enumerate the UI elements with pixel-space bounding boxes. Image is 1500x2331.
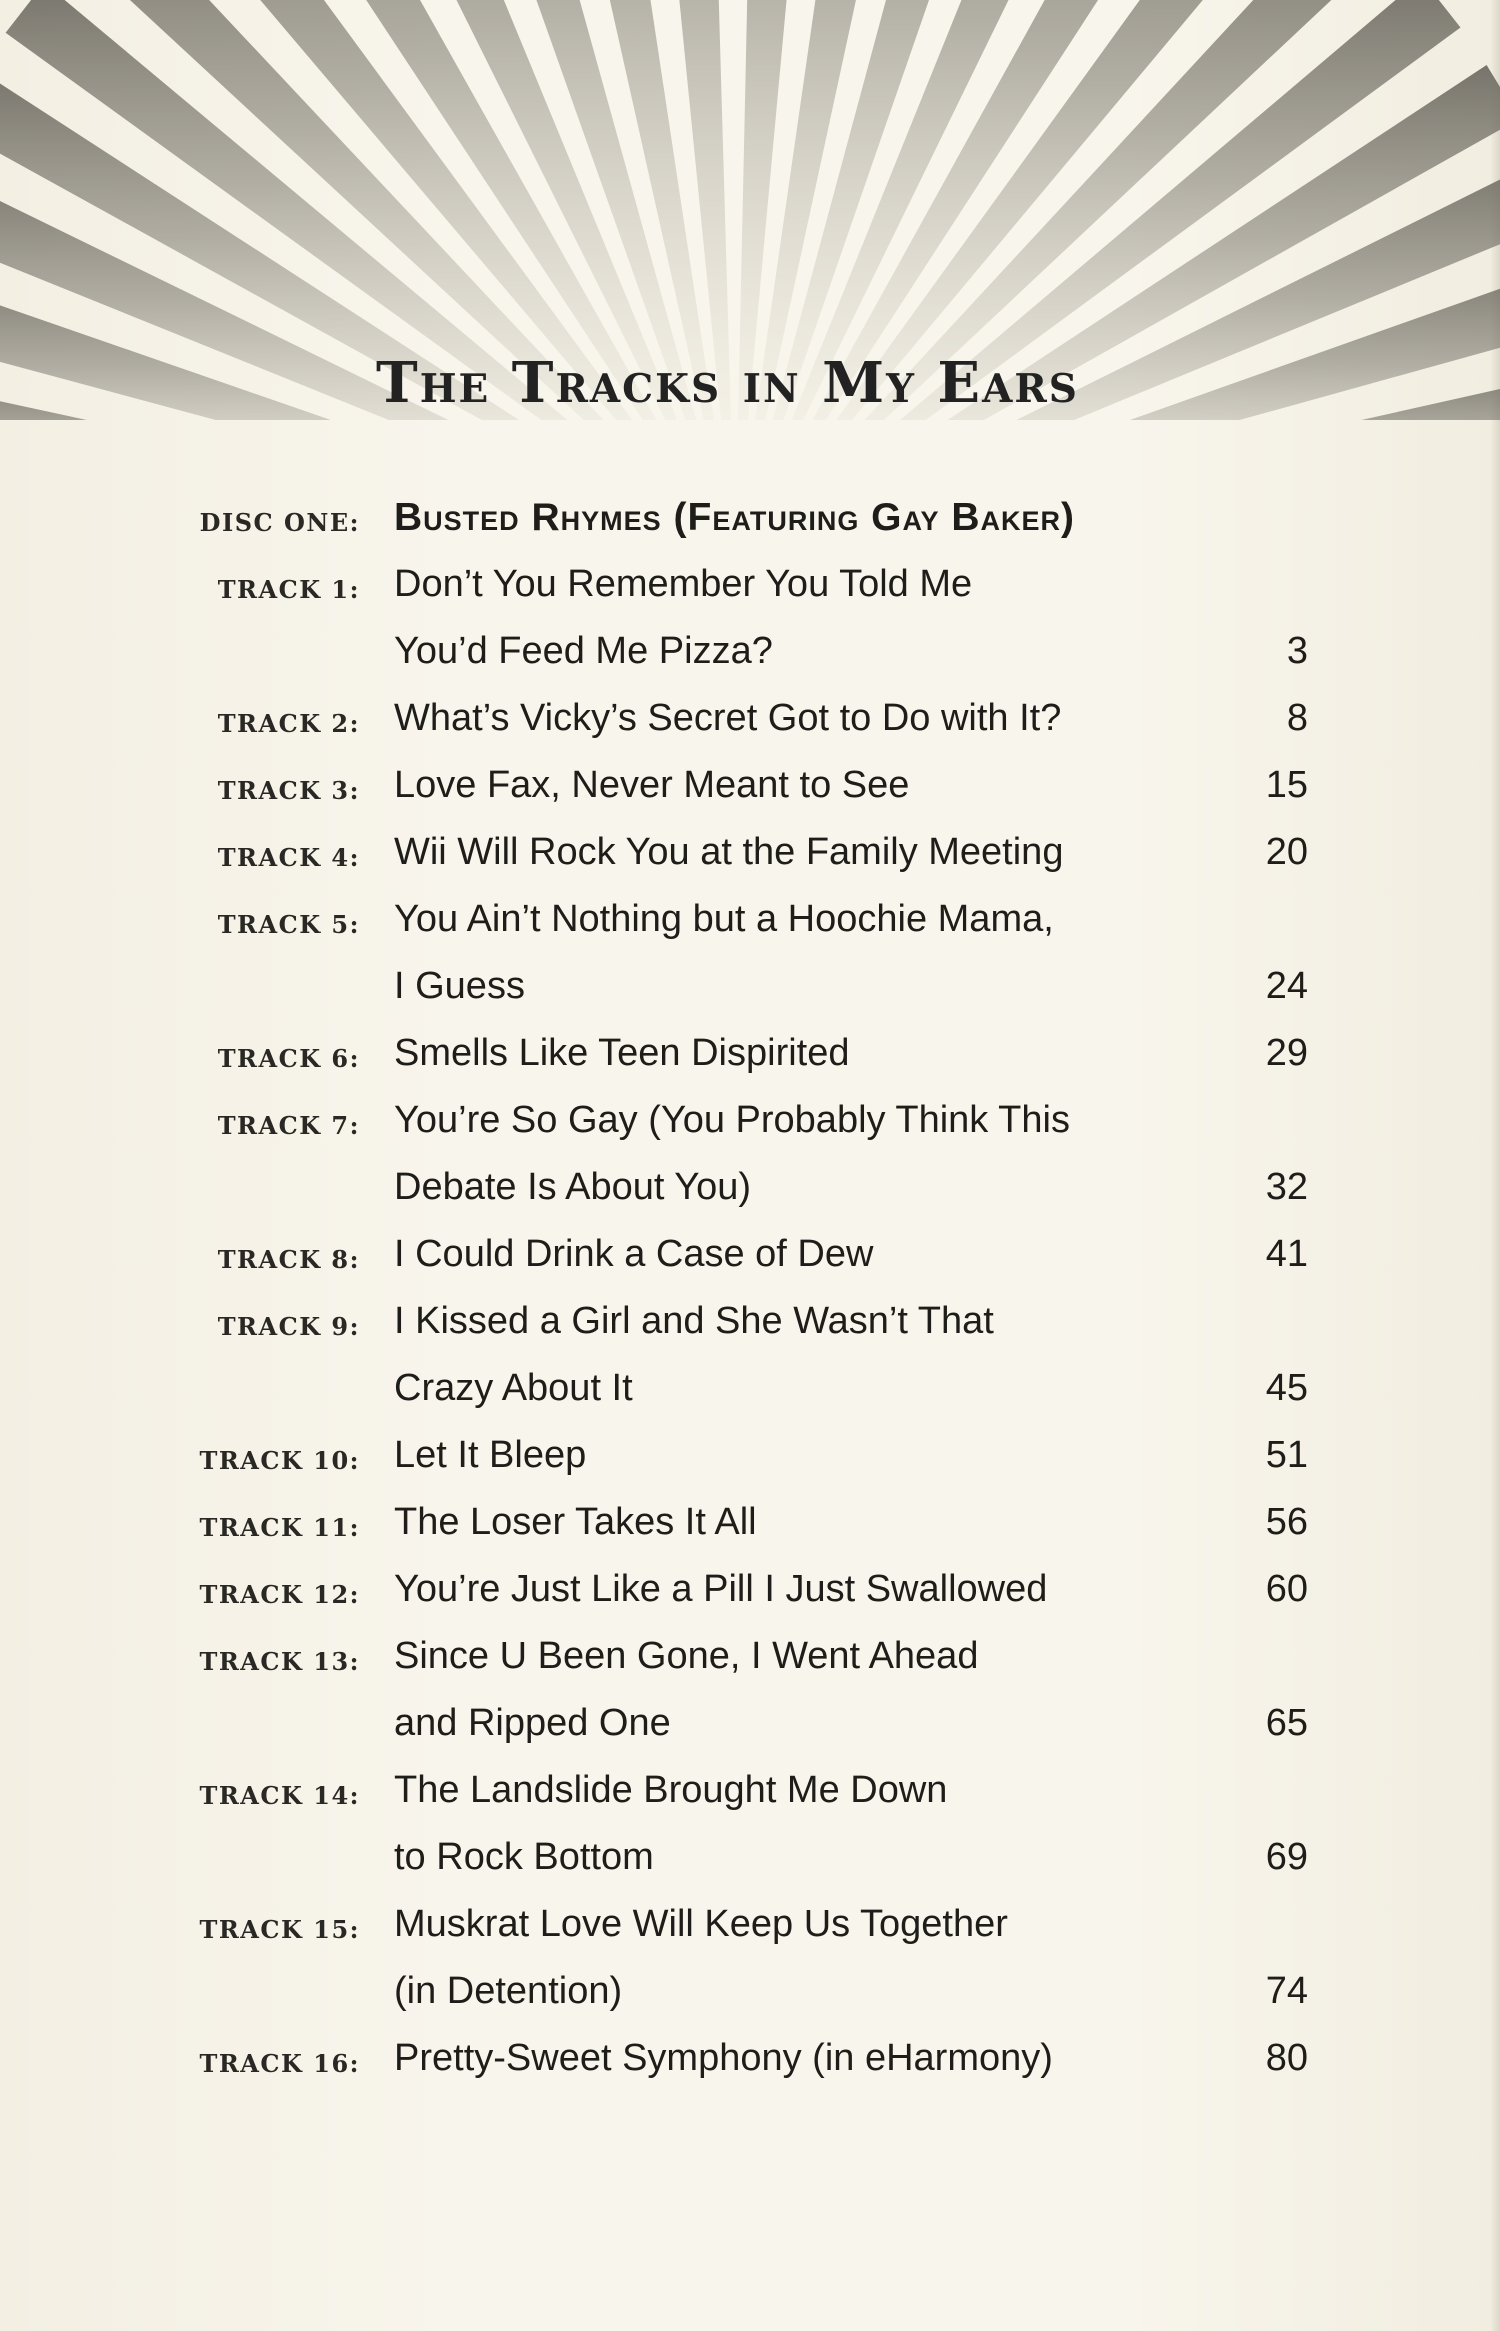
page-edge-shadow <box>1490 0 1500 2331</box>
track-row <box>0 2035 1500 2102</box>
track-title-line: You Ain’t Nothing but a Hoochie Mama, <box>394 898 1054 940</box>
track-title-line: You’re So Gay (You Probably Think This <box>394 1099 1070 1141</box>
track-row <box>0 1566 1500 1633</box>
track-title-line: I Guess <box>394 965 525 1007</box>
track-title-line: (in Detention) <box>394 1970 623 2012</box>
page-number: 69 <box>1265 1836 1308 1878</box>
track-row <box>0 1432 1500 1499</box>
track-row-continuation <box>0 1365 1500 1432</box>
page-number: 15 <box>1265 764 1308 806</box>
track-title-line: I Could Drink a Case of Dew <box>394 1233 874 1275</box>
track-label: TRACK 7: <box>217 1111 360 1140</box>
track-label: TRACK 13: <box>199 1647 360 1676</box>
track-row <box>0 1901 1500 1968</box>
track-title-line: Since U Been Gone, I Went Ahead <box>394 1635 979 1677</box>
track-title-line: Don’t You Remember You Told Me <box>394 563 973 605</box>
track-label: TRACK 16: <box>199 2049 360 2078</box>
track-row <box>0 561 1500 628</box>
track-row <box>0 762 1500 829</box>
track-row <box>0 896 1500 963</box>
track-row-continuation <box>0 1968 1500 2035</box>
track-label: TRACK 3: <box>217 776 360 805</box>
track-label: TRACK 10: <box>199 1446 360 1475</box>
track-title-line: Pretty-Sweet Symphony (in eHarmony) <box>394 2037 1053 2079</box>
track-row <box>0 829 1500 896</box>
track-title-line: What’s Vicky’s Secret Got to Do with It? <box>394 697 1062 739</box>
track-title-line: and Ripped One <box>394 1702 671 1744</box>
page-number: 60 <box>1265 1568 1308 1610</box>
track-title-line: Wii Will Rock You at the Family Meeting <box>394 831 1064 873</box>
track-row-continuation <box>0 628 1500 695</box>
track-row <box>0 1298 1500 1365</box>
track-title-line: You’d Feed Me Pizza? <box>394 630 773 672</box>
page-title: The Tracks in My Ears <box>376 350 1079 416</box>
page-number: 32 <box>1265 1166 1308 1208</box>
track-row <box>0 1030 1500 1097</box>
track-label: TRACK 14: <box>199 1781 360 1810</box>
track-row <box>0 1231 1500 1298</box>
track-row-continuation <box>0 1164 1500 1231</box>
track-label: TRACK 9: <box>217 1312 360 1341</box>
track-row <box>0 1097 1500 1164</box>
page-number: 51 <box>1265 1434 1308 1476</box>
track-row-continuation <box>0 1700 1500 1767</box>
page-number: 80 <box>1265 2037 1308 2079</box>
track-label: TRACK 12: <box>199 1580 360 1609</box>
page-number: 41 <box>1265 1233 1308 1275</box>
track-title-line: Smells Like Teen Dispirited <box>394 1032 850 1074</box>
track-row-continuation <box>0 1834 1500 1901</box>
page-number: 74 <box>1265 1970 1308 2012</box>
track-label: TRACK 2: <box>217 709 360 738</box>
page-number: 56 <box>1265 1501 1308 1543</box>
track-row-continuation <box>0 963 1500 1030</box>
track-title-line: The Landslide Brought Me Down <box>394 1769 948 1811</box>
page-number: 20 <box>1265 831 1308 873</box>
track-title-line: You’re Just Like a Pill I Just Swallowed <box>394 1568 1048 1610</box>
page-number: 45 <box>1265 1367 1308 1409</box>
track-title-line: The Loser Takes It All <box>394 1501 757 1543</box>
track-title-line: Muskrat Love Will Keep Us Together <box>394 1903 1008 1945</box>
track-row <box>0 1767 1500 1834</box>
track-title-line: to Rock Bottom <box>394 1836 654 1878</box>
track-row <box>0 695 1500 762</box>
page-number: 24 <box>1265 965 1308 1007</box>
track-label: TRACK 8: <box>217 1245 360 1274</box>
track-label: TRACK 15: <box>199 1915 360 1944</box>
track-label: TRACK 11: <box>199 1513 360 1542</box>
disc-header-row <box>0 494 1500 561</box>
track-label: TRACK 1: <box>217 575 360 604</box>
page-number: 65 <box>1265 1702 1308 1744</box>
track-row <box>0 1499 1500 1566</box>
disc-label: DISC ONE: <box>199 508 360 537</box>
track-title-line: Debate Is About You) <box>394 1166 752 1208</box>
disc-title: Busted Rhymes (Featuring Gay Baker) <box>394 496 1076 539</box>
track-title-line: I Kissed a Girl and She Wasn’t That <box>394 1300 994 1342</box>
track-row <box>0 1633 1500 1700</box>
track-label: TRACK 5: <box>217 910 360 939</box>
track-title-line: Love Fax, Never Meant to See <box>394 764 910 806</box>
page-number: 29 <box>1265 1032 1308 1074</box>
track-title-line: Let It Bleep <box>394 1434 587 1476</box>
page-number: 3 <box>1286 630 1308 672</box>
track-label: TRACK 4: <box>217 843 360 872</box>
track-label: TRACK 6: <box>217 1044 360 1073</box>
page-number: 8 <box>1286 697 1308 739</box>
track-title-line: Crazy About It <box>394 1367 633 1409</box>
